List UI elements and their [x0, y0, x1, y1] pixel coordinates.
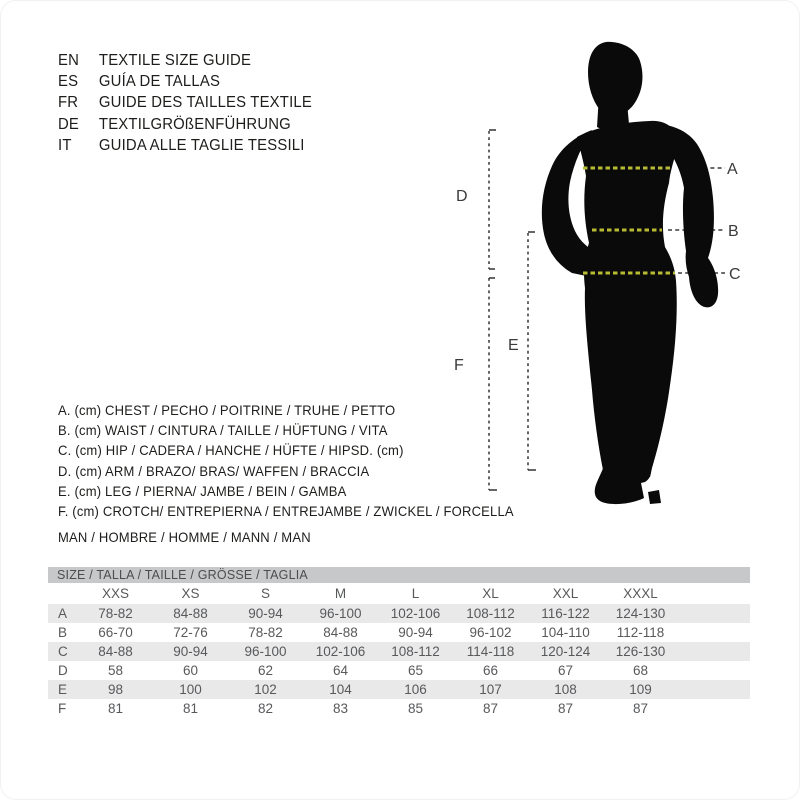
cell: 98	[107, 682, 124, 697]
hip-label: C	[729, 266, 741, 283]
torso-legs-silhouette	[577, 121, 678, 480]
cell: 112-118	[616, 625, 665, 640]
legend-leg: E. (cm) LEG / PIERNA/ JAMBE / BEIN / GAMBA	[58, 482, 347, 499]
col-xxl: XXL	[552, 586, 579, 601]
col-s: S	[260, 586, 270, 601]
waist-label: B	[728, 223, 739, 240]
cell: 106	[404, 682, 427, 697]
gender-line: MAN / HOMBRE / HOMME / MANN / MAN	[58, 529, 311, 545]
table-row-a	[48, 604, 750, 623]
row-label: A	[58, 606, 68, 621]
cell: 62	[257, 663, 274, 678]
measurement-legend	[58, 400, 514, 521]
cell: 108-112	[391, 644, 440, 659]
cell: 90-94	[248, 606, 283, 621]
title-text: TEXTILE SIZE GUIDE	[98, 51, 252, 69]
chest-label: A	[727, 161, 738, 178]
title-text: GUIDE DES TAILLES TEXTILE	[98, 94, 312, 112]
row-label: D	[58, 663, 68, 678]
cell: 84-88	[173, 606, 208, 621]
filler-cell	[678, 583, 750, 604]
cell: 102-106	[390, 606, 441, 621]
row-label: C	[58, 644, 68, 659]
cell: 102	[254, 682, 277, 697]
cell: 65	[407, 663, 424, 678]
col-m: M	[334, 586, 347, 601]
cell: 96-102	[469, 625, 512, 640]
legend-crotch: F. (cm) CROTCH/ ENTREPIERNA / ENTREJAMBE / ZWICKEL / FORCELLA	[58, 503, 514, 520]
crotch-label: F	[454, 357, 464, 374]
cell: 104-110	[541, 625, 590, 640]
row-label: B	[58, 625, 68, 640]
cell: 60	[182, 663, 199, 678]
back-heel-silhouette	[648, 490, 661, 504]
lang-code: EN	[58, 51, 80, 69]
cell: 81	[182, 701, 199, 716]
legend-hip: C. (cm) HIP / CADERA / HANCHE / HÜFTE / HIPSD. (cm)	[58, 442, 404, 459]
filler-cell	[678, 699, 750, 718]
cell: 109	[629, 682, 652, 697]
lang-code: IT	[58, 137, 72, 155]
title-text: GUIDA ALLE TAGLIE TESSILI	[98, 137, 305, 155]
col-xxxl: XXXL	[623, 586, 658, 601]
legend-chest: A. (cm) CHEST / PECHO / POITRINE / TRUHE / PETTO	[58, 402, 396, 419]
cell: 64	[332, 663, 349, 678]
filler-cell	[678, 680, 750, 699]
cell: 114-118	[466, 644, 515, 659]
cell: 67	[557, 663, 574, 678]
size-columns-row	[48, 583, 750, 604]
table-row-d	[48, 661, 750, 680]
lang-code: DE	[58, 115, 80, 133]
col-xs: XS	[181, 586, 200, 601]
cell: 83	[332, 701, 349, 716]
table-row-c	[48, 642, 750, 661]
cell: 87	[557, 701, 574, 716]
cell: 87	[632, 701, 649, 716]
row-label: F	[58, 701, 67, 716]
cell: 108-112	[466, 606, 515, 621]
lang-code: FR	[58, 94, 79, 112]
title-text: TEXTILGRÖßENFÜHRUNG	[98, 115, 291, 133]
filler-cell	[678, 623, 750, 642]
cell: 90-94	[398, 625, 433, 640]
title-text: GUÍA DE TALLAS	[98, 73, 221, 91]
cell: 120-124	[540, 644, 591, 659]
table-row-e	[48, 680, 750, 699]
table-row-f	[48, 699, 750, 718]
filler-cell	[678, 661, 750, 680]
cell: 126-130	[615, 644, 666, 659]
cell: 90-94	[173, 644, 208, 659]
cell: 87	[482, 701, 499, 716]
filler-cell	[678, 642, 750, 661]
size-table	[48, 583, 750, 718]
filler-cell	[678, 604, 750, 623]
corner-cell	[48, 583, 78, 604]
arm-label: D	[456, 188, 468, 205]
cell: 84-88	[98, 644, 133, 659]
cell: 100	[179, 682, 202, 697]
cell: 116-122	[541, 606, 590, 621]
cell: 107	[479, 682, 502, 697]
cell: 66	[482, 663, 499, 678]
cell: 81	[107, 701, 124, 716]
table-row-b	[48, 623, 750, 642]
cell: 108	[554, 682, 577, 697]
cell: 72-76	[173, 625, 208, 640]
size-table-section	[48, 567, 750, 718]
legend-arm: D. (cm) ARM / BRAZO/ BRAS/ WAFFEN / BRACCIA	[58, 462, 370, 479]
cell: 102-106	[315, 644, 366, 659]
cell: 96-100	[319, 606, 362, 621]
col-xl: XL	[482, 586, 499, 601]
legend-waist: B. (cm) WAIST / CINTURA / TAILLE / HÜFTUNG / VITA	[58, 422, 388, 439]
cell: 104	[329, 682, 352, 697]
cell: 66-70	[98, 625, 133, 640]
col-l: L	[411, 586, 420, 601]
cell: 68	[632, 663, 649, 678]
lang-code: ES	[58, 73, 79, 91]
cell: 124-130	[615, 606, 666, 621]
cell: 84-88	[323, 625, 358, 640]
cell: 58	[107, 663, 124, 678]
cell: 78-82	[98, 606, 133, 621]
size-table-title: SIZE / TALLA / TAILLE / GRÖSSE / TAGLIA	[48, 567, 750, 583]
col-xxs: XXS	[101, 586, 129, 601]
row-label: E	[58, 682, 68, 697]
cell: 96-100	[244, 644, 287, 659]
cell: 82	[257, 701, 274, 716]
cell: 85	[407, 701, 424, 716]
leg-label: E	[508, 337, 519, 354]
cell: 78-82	[248, 625, 283, 640]
